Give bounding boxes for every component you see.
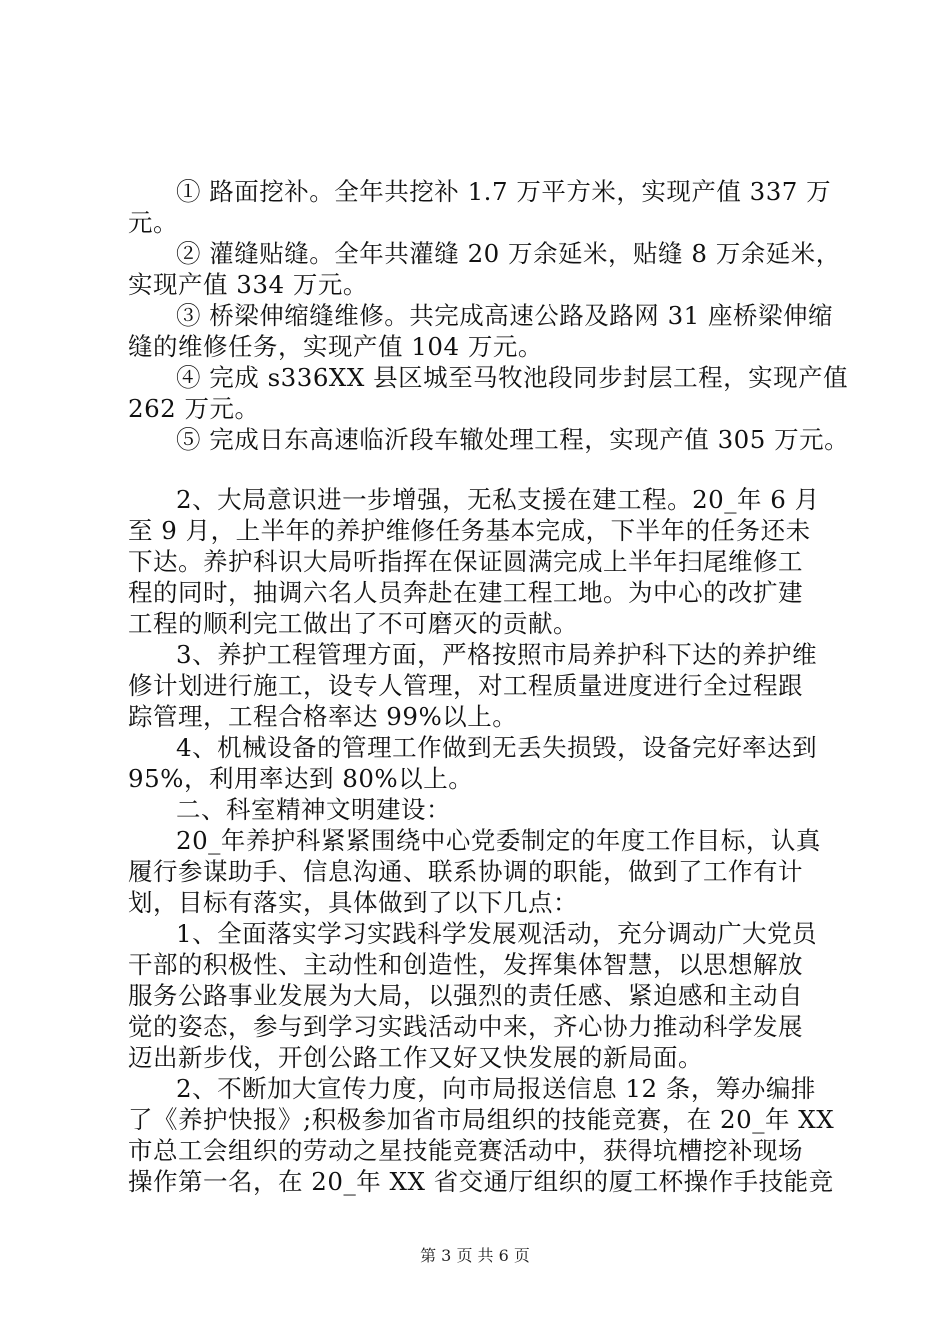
text-line: 操作第一名，在 20_年 XX 省交通厅组织的厦工杯操作手技能竞 xyxy=(128,1167,834,1196)
text-line: ① 路面挖补。全年共挖补 1.7 万平方米，实现产值 337 万 xyxy=(176,177,832,206)
text-line: 至 9 月，上半年的养护维修任务基本完成，下半年的任务还未 xyxy=(128,516,811,545)
text-line: ⑤ 完成日东高速临沂段车辙处理工程，实现产值 305 万元。 xyxy=(176,425,850,454)
text-line: 20_年养护科紧紧围绕中心党委制定的年度工作目标，认真 xyxy=(176,826,821,855)
text-line: 2、大局意识进一步增强，无私支援在建工程。20_年 6 月 xyxy=(176,485,820,514)
text-line: 缝的维修任务，实现产值 104 万元。 xyxy=(128,332,543,361)
text-line: 履行参谋助手、信息沟通、联系协调的职能，做到了工作有计 xyxy=(128,857,803,886)
text-line: 服务公路事业发展为大局，以强烈的责任感、紧迫感和主动自 xyxy=(128,981,803,1010)
section-heading: 二、科室精神文明建设： xyxy=(176,795,451,824)
text-line: 实现产值 334 万元。 xyxy=(128,270,368,299)
text-line: 了《养护快报》;积极参加省市局组织的技能竞赛，在 20_年 XX xyxy=(128,1105,835,1134)
text-line: ④ 完成 s336XX 县区城至马牧池段同步封层工程，实现产值 xyxy=(176,363,849,392)
text-line: 觉的姿态，参与到学习实践活动中来，齐心协力推动科学发展 xyxy=(128,1012,803,1041)
text-line: 踪管理，工程合格率达 99%以上。 xyxy=(128,702,518,731)
text-line: 下达。养护科识大局听指挥在保证圆满完成上半年扫尾维修工 xyxy=(128,547,803,576)
text-line: 迈出新步伐，开创公路工作又好又快发展的新局面。 xyxy=(128,1043,703,1072)
text-line: 程的同时，抽调六名人员奔赴在建工程工地。为中心的改扩建 xyxy=(128,578,803,607)
text-line: 2、不断加大宣传力度，向市局报送信息 12 条，筹办编排 xyxy=(176,1074,816,1103)
text-line: 262 万元。 xyxy=(128,394,260,423)
text-line: 修计划进行施工，设专人管理，对工程质量进度进行全过程跟 xyxy=(128,671,803,700)
text-line: ③ 桥梁伸缩缝维修。共完成高速公路及路网 31 座桥梁伸缩 xyxy=(176,301,834,330)
text-line: 3、养护工程管理方面，严格按照市局养护科下达的养护维 xyxy=(176,640,818,669)
text-line: 1、全面落实学习实践科学发展观活动，充分调动广大党员 xyxy=(176,919,818,948)
text-line: 市总工会组织的劳动之星技能竞赛活动中，获得坑槽挖补现场 xyxy=(128,1136,803,1165)
text-line: ② 灌缝贴缝。全年共灌缝 20 万余延米，贴缝 8 万余延米， xyxy=(176,239,841,268)
text-line: 划，目标有落实，具体做到了以下几点： xyxy=(128,888,578,917)
text-line: 95%，利用率达到 80%以上。 xyxy=(128,764,474,793)
text-line: 4、机械设备的管理工作做到无丢失损毁，设备完好率达到 xyxy=(176,733,818,762)
text-line: 工程的顺利完工做出了不可磨灭的贡献。 xyxy=(128,609,578,638)
text-line: 干部的积极性、主动性和创造性，发挥集体智慧，以思想解放 xyxy=(128,950,803,979)
page-number-footer: 第 3 页 共 6 页 xyxy=(420,1246,530,1265)
text-line: 元。 xyxy=(128,208,178,237)
